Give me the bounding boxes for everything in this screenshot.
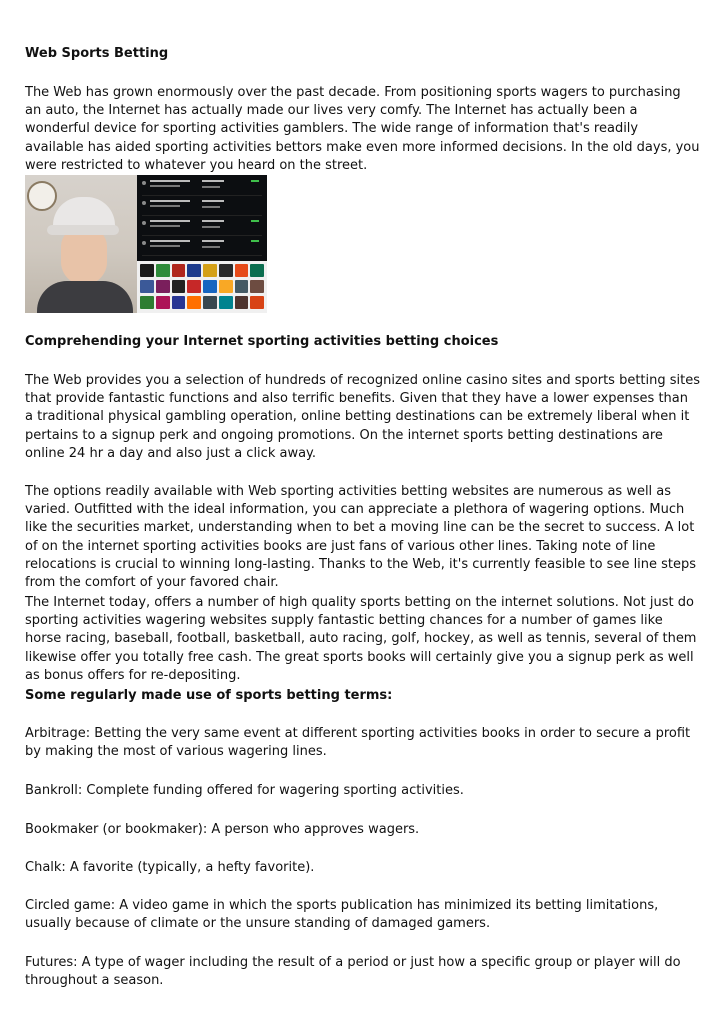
bet-row xyxy=(142,238,262,256)
term-bankroll: Bankroll: Complete funding offered for wagering sporting activities. xyxy=(25,783,464,798)
sportsbook-logo-tile xyxy=(156,296,170,309)
sportsbook-logo-tile xyxy=(156,280,170,293)
section-heading-choices: Comprehending your Internet sporting activities betting choices xyxy=(25,334,499,349)
sportsbook-logo-tile xyxy=(140,296,154,309)
sportsbook-logo-tile xyxy=(250,264,264,277)
sportsbook-logo-tile xyxy=(235,296,249,309)
sportsbook-logo-tile xyxy=(235,264,249,277)
sportsbook-logo-tile xyxy=(250,280,264,293)
betting-app-screen xyxy=(137,175,267,313)
intro-paragraph: The Web has grown enormously over the past decade. From positioning sports wagers to purchasing an auto, the Internet has actually made our lives very comfy. The Internet has actually been a wonderful device for sporting activities gamblers. The wide range of information that's readily available has aided sporting activities bettors make even more informed decisions. In the old days, you were restricted to whatever you heard on the street. xyxy=(25,85,700,173)
paragraph-1: The Web provides you a selection of hundreds of recognized online casino sites and sports betting sites that provide fantastic functions and also terrific benefits. Given that they have a lower expenses than a traditional physical gambling operation, online betting destinations can be extremely liberal when it pertains to a signup perk and ongoing promotions. On the internet sports betting destinations are online 24 hr a day and also just a click away. xyxy=(25,373,701,461)
sportsbook-logo-tile xyxy=(172,280,186,293)
section-heading-terms: Some regularly made use of sports betting terms: xyxy=(25,688,393,703)
sportsbook-logo-tile xyxy=(140,280,154,293)
paragraph-3: The Internet today, offers a number of high quality sports betting on the internet solutions. Not just do sporting activities wagering websites supply fantastic betting chances for a number of games like horse racing, baseball, football, basketball, auto racing, golf, hockey, as well as tennis, several of them likewise offer you totally free cash. The great sports books will certainly give you a signup perk as well as bonus offers for re-depositing. xyxy=(25,595,697,683)
bet-row xyxy=(142,198,262,216)
sportsbook-logo-tile xyxy=(219,264,233,277)
sportsbook-logo-tile xyxy=(156,264,170,277)
sportsbook-logo-tile xyxy=(219,296,233,309)
bet-row xyxy=(142,178,262,196)
sportsbook-screenshot-image xyxy=(25,175,267,313)
term-futures: Futures: A type of wager including the result of a period or just how a specific group or player will do throughout a season. xyxy=(25,955,681,989)
sportsbook-logo-tile xyxy=(172,264,186,277)
sportsbook-logo-tile xyxy=(187,264,201,277)
bet-row xyxy=(142,218,262,236)
paragraph-2: The options readily available with Web sporting activities betting websites are numerous as well as varied. Outfitted with the ideal information, you can appreciate a plethora of wagering options. Much like the securities market, understanding when to bet a moving line can be the secret to success. A lot of on the internet sporting activities books are just fans of various other lines. Taking note of line relocations is crucial to winning long-lasting. Thanks to the Web, it's currently feasible to see line steps from the comfort of your favored chair. xyxy=(25,484,697,591)
person-photo xyxy=(25,175,137,313)
clock-icon xyxy=(27,181,57,211)
article-title: Web Sports Betting xyxy=(25,46,169,61)
term-chalk: Chalk: A favorite (typically, a hefty favorite). xyxy=(25,860,315,875)
sportsbook-logo-tile xyxy=(140,264,154,277)
sportsbook-logo-grid xyxy=(137,261,267,313)
term-arbitrage: Arbitrage: Betting the very same event at different sporting activities books in order to secure a profit by making the most of various wagering lines. xyxy=(25,726,691,760)
sportsbook-logo-tile xyxy=(187,296,201,309)
sportsbook-logo-tile xyxy=(203,280,217,293)
term-circled-game: Circled game: A video game in which the sports publication has minimized its betting limitations, usually because of climate or the unsure standing of damaged gamers. xyxy=(25,898,659,932)
sportsbook-logo-tile xyxy=(203,264,217,277)
sportsbook-logo-tile xyxy=(250,296,264,309)
sportsbook-logo-tile xyxy=(203,296,217,309)
sportsbook-logo-tile xyxy=(172,296,186,309)
sportsbook-logo-tile xyxy=(187,280,201,293)
term-bookmaker: Bookmaker (or bookmaker): A person who approves wagers. xyxy=(25,822,420,837)
sportsbook-logo-tile xyxy=(219,280,233,293)
sportsbook-logo-tile xyxy=(235,280,249,293)
